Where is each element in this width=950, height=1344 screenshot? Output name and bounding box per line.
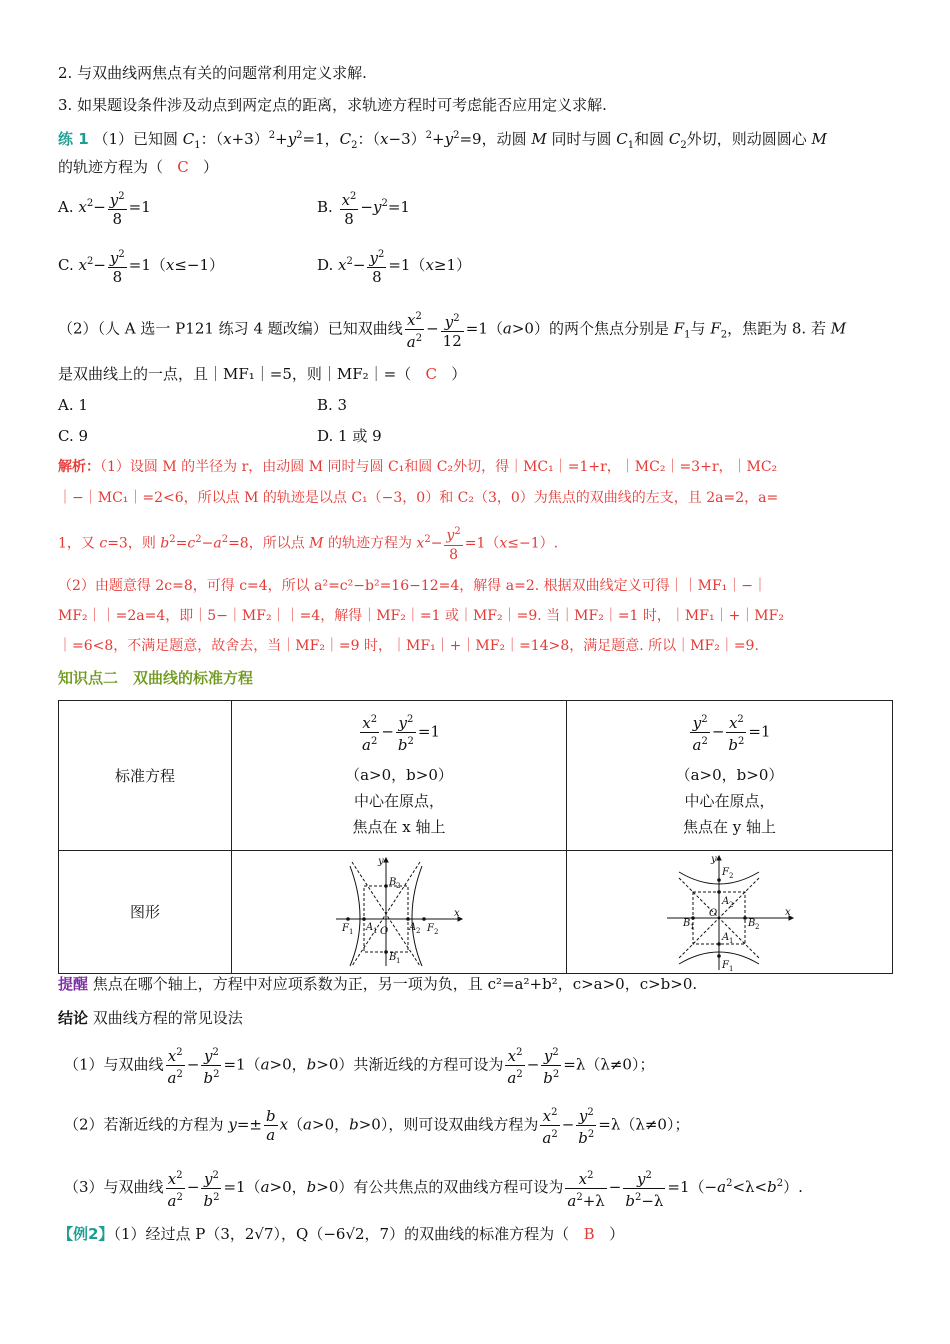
exercise-1-q2-answer: C	[425, 365, 437, 383]
svg-text:B: B	[389, 877, 397, 888]
table-row	[59, 851, 893, 974]
exercise-1-q2-text-b: 是双曲线上的一点，且｜MF₁｜=5，则｜MF₂｜=（	[58, 365, 412, 383]
svg-text:A: A	[366, 922, 374, 933]
remind-line	[58, 974, 697, 994]
example-2-answer: B	[583, 1225, 595, 1243]
conclusion-item-2: （2）若渐近线的方程为 y=± $\frac{b}{a}$ x（a>0，b>0），则可设双曲线方程为 $\frac{x^2}{a^2}$ − $\frac{y^2}{b^2}$ =λ（λ≠0）；	[64, 1104, 689, 1147]
svg-text:2: 2	[754, 923, 759, 931]
svg-text:A: A	[409, 922, 417, 933]
svg-text:B: B	[747, 918, 755, 929]
cell-y-axis-graph	[567, 851, 893, 974]
x-axis-hyperbola-figure	[334, 856, 464, 968]
svg-text:y: y	[710, 854, 717, 865]
solution-p2-line-3: ｜=6<8，不满足题意，故舍去，当｜MF₂｜=9 时，｜MF₁｜+｜MF₂｜=14>8，满足题意. 所以｜MF₂｜=9.	[58, 638, 759, 654]
solution-p1-l1-text: （1）设圆 M 的半径为 r，由动圆 M 同时与圆 C₁和圆 C₂外切，得｜MC₁｜=1+r，｜MC₂｜=3+r，｜MC₂	[100, 459, 778, 475]
svg-text:F: F	[721, 867, 729, 878]
table-row	[59, 701, 893, 851]
y-axis-hyperbola-figure	[665, 852, 795, 972]
svg-text:B: B	[389, 952, 397, 963]
row-label-graph: 图形	[59, 851, 232, 974]
svg-text:1: 1	[373, 927, 378, 935]
svg-text:2: 2	[728, 901, 733, 909]
q1-option-a[interactable]: A. $x^2-$ $\frac{y^2}{8}$ =1	[58, 188, 151, 234]
example-2-close: ）	[609, 1225, 625, 1243]
solution-p2-line-1: （2）由题意得 2c=8，可得 c=4，所以 a²=c²−b²=16−12=4，解得 a=2. 根据双曲线定义可得｜｜MF₁｜−｜	[58, 578, 768, 594]
remind-text: 焦点在哪个轴上，方程中对应项系数为正，另一项为负，且 c²=a²+b²，c>a>0，c>b>0.	[92, 975, 698, 993]
x-axis-condition: （a>0，b>0）	[345, 766, 453, 784]
solution-label: 解析：	[58, 459, 100, 475]
svg-text:B: B	[682, 918, 690, 929]
exercise-1-label: 练 1	[58, 130, 89, 148]
svg-text:F: F	[427, 923, 434, 934]
svg-text:1: 1	[728, 937, 733, 945]
knowledge-point-2-title: 知识点二 双曲线的标准方程	[58, 669, 254, 687]
exercise-1-q1-line-2	[58, 157, 218, 177]
svg-text:1: 1	[396, 957, 401, 965]
q2-option-d[interactable]: D. 1 或 9	[317, 427, 382, 445]
svg-text:F: F	[342, 923, 349, 934]
example-2-text: （1）经过点 P（3，2√7），Q（−6√2，7）的双曲线的标准方程为（	[113, 1225, 570, 1243]
svg-text:2: 2	[728, 872, 733, 880]
example-2-label: 【例2】	[58, 1225, 114, 1243]
x-axis-focus: 焦点在 x 轴上	[352, 818, 446, 836]
svg-text:1: 1	[689, 923, 694, 931]
exercise-1-q2-line-2	[58, 364, 466, 384]
exercise-1-q1-answer: C	[177, 158, 189, 176]
svg-text:2: 2	[416, 927, 421, 935]
x-axis-center: 中心在原点，	[353, 792, 444, 810]
q1-option-b[interactable]: B. $\frac{x^2}{8}$ $-y^2=1$	[317, 188, 410, 234]
intro-line-2: 2. 与双曲线两焦点有关的问题常利用定义求解.	[58, 64, 367, 82]
exercise-1-q1-render: （1）已知圆 $C_1$：$(x+3)^2+y^2=1$，$C_2$：$(x-3)^2+y^2=9$，动圆 M 同时与圆 $C_1$和圆 $C_2$外切，则动圆圆心 M	[93, 130, 827, 151]
svg-text:2: 2	[434, 928, 439, 936]
solution-p1-line-1	[58, 457, 777, 477]
svg-text:F: F	[721, 960, 729, 971]
row-label-standard-equation: 标准方程	[59, 701, 232, 851]
exercise-1-q1-text-b: 的轨迹方程为（	[58, 158, 164, 176]
svg-text:A: A	[721, 896, 729, 907]
q2-option-a[interactable]: A. 1	[58, 396, 88, 414]
intro-line-3: 3. 如果题设条件涉及动点到两定点的距离，求轨迹方程时可考虑能否应用定义求解.	[58, 96, 607, 114]
conclusion-item-1: （1）与双曲线 $\frac{x^2}{a^2}$ − $\frac{y^2}{b^2}$ =1（a>0，b>0）共渐近线的方程可设为 $\frac{x^2}{a^2}$ − $\frac{y^2}{b^2}$ =λ（λ≠0）；	[64, 1044, 654, 1087]
svg-text:2: 2	[396, 882, 401, 890]
remind-label: 提醒	[58, 975, 89, 993]
conclusion-item-3: （3）与双曲线 $\frac{x^2}{a^2}$ − $\frac{y^2}{b^2}$ =1（a>0，b>0）有公共焦点的双曲线方程可设为 $\frac{x^2}{a^2+\lambda}$ − $\frac{y^2}{b^2-\lambda}$ $=1(-a^2<\lambda<b^2)$.	[64, 1164, 803, 1210]
y-axis-condition: （a>0，b>0）	[675, 766, 784, 784]
exercise-1-q2-line-1: （2）（人 A 选一 P121 练习 4 题改编）已知双曲线 $\frac{x^2}{a^2}$ − $\frac{y^2}{12}$ =1（a>0）的两个焦点分别是 $F_1$与 $F_2$，焦距为 8. 若 M	[58, 308, 846, 356]
svg-text:O: O	[380, 926, 389, 937]
svg-text:x: x	[454, 908, 460, 919]
svg-text:x: x	[784, 907, 791, 918]
q2-option-b[interactable]: B. 3	[317, 396, 348, 414]
q1-option-c[interactable]: C. $x^2-$ $\frac{y^2}{8}$ =1（x≤−1）	[58, 246, 224, 292]
svg-text:y: y	[378, 856, 384, 867]
q2-option-c[interactable]: C. 9	[58, 427, 89, 445]
q1-option-d[interactable]: D. $x^2-$ $\frac{y^2}{8}$ =1（x≥1）	[317, 246, 471, 292]
y-axis-equation: $\frac{y^2}{a^2}$ − $\frac{x^2}{b^2}$ =1	[568, 711, 891, 754]
solution-p1-line-2: ｜−｜MC₁｜=2<6，所以点 M 的轨迹是以点 C₁（−3，0）和 C₂（3，0）为焦点的双曲线的左支，且 2a=2，a=	[58, 490, 779, 506]
solution-p2-line-2: MF₂｜｜=2a=4，即｜5−｜MF₂｜｜=4，解得｜MF₂｜=1 或｜MF₂｜=9. 当｜MF₂｜=1 时，｜MF₁｜+｜MF₂	[58, 608, 784, 624]
svg-text:O: O	[708, 908, 717, 919]
exercise-1-q2-close: ）	[451, 365, 467, 383]
x-axis-equation: $\frac{x^2}{a^2}$ − $\frac{y^2}{b^2}$ =1	[233, 711, 565, 754]
conclusion-label: 结论	[58, 1009, 89, 1027]
exercise-1-q1-line-1	[58, 126, 827, 156]
cell-y-axis-equation	[567, 701, 893, 851]
cell-x-axis-equation	[232, 701, 567, 851]
example-2-line	[58, 1224, 624, 1244]
svg-text:A: A	[721, 932, 729, 943]
solution-p1-line-3: 1，又 c=3，则 $b^2=c^2-a^2=8$，所以点 M 的轨迹方程为 $x^2-$ $\frac{y^2}{8}$ =1（x≤−1）.	[58, 518, 558, 566]
y-axis-center: 中心在原点，	[684, 792, 775, 810]
conclusion-title: 双曲线方程的常见设法	[92, 1009, 243, 1027]
standard-equation-table	[58, 700, 893, 974]
exercise-1-q1-close: ）	[203, 158, 219, 176]
y-axis-focus: 焦点在 y 轴上	[682, 818, 776, 836]
svg-text:1: 1	[349, 928, 354, 936]
conclusion-title-line	[58, 1008, 243, 1028]
svg-text:1: 1	[728, 965, 733, 972]
cell-x-axis-graph	[232, 851, 567, 974]
